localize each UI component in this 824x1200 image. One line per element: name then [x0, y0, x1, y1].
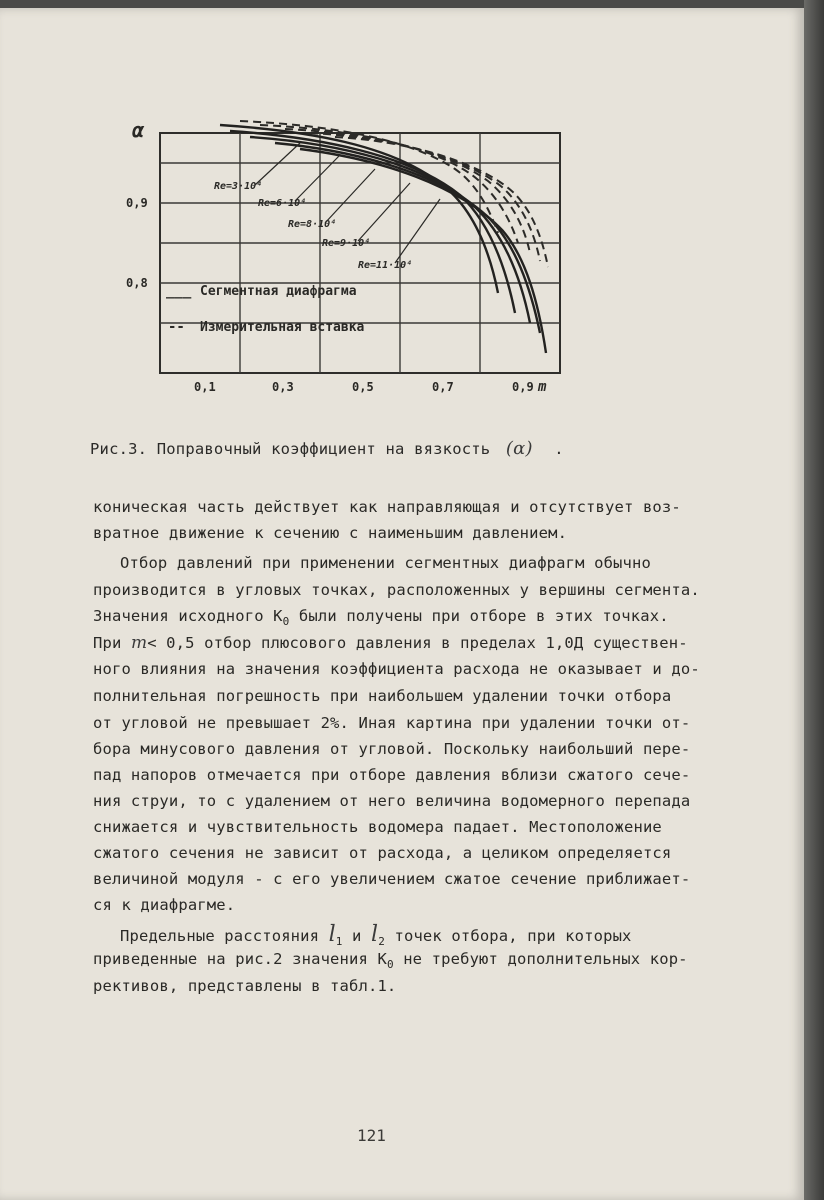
body-text	[0, 8, 804, 1200]
text-line: Отбор давлений при применении сегментных диафрагм обычно	[120, 554, 651, 572]
text-line	[93, 633, 688, 653]
l1-subscript: 1	[335, 935, 343, 948]
text-fragment: и	[342, 927, 372, 945]
curve-label: Re=8·10⁴	[288, 219, 337, 230]
page-number: 121	[357, 1126, 386, 1145]
book-page	[0, 8, 804, 1200]
y-tick-label: 0,8	[126, 276, 148, 290]
x-tick-label: 0,3	[272, 380, 294, 394]
curve-label: Re=11·10⁴	[358, 260, 413, 271]
text-line: ния струи, то с удалением от него величина водомерного перепада	[93, 792, 691, 810]
text-line: вратное движение к сечению с наименьшим давлением.	[93, 524, 568, 542]
y-tick-label: 0,9	[126, 196, 148, 210]
text-line: рективов, представлены в табл.1.	[93, 977, 397, 995]
k0-subscript: 0	[386, 958, 394, 971]
x-tick-label: 0,9	[512, 380, 534, 394]
text-line: производится в угловых точках, расположенных у вершины сегмента.	[93, 581, 700, 599]
caption-alpha-symbol: (α)	[505, 438, 533, 459]
l2-subscript: 2	[378, 935, 385, 948]
text-fragment: не требуют дополнительных кор-	[393, 950, 688, 968]
legend-text-solid: Сегментная диафрагма	[200, 284, 357, 299]
text-line	[120, 922, 632, 948]
text-line: коническая часть действует как направляющая и отсутствует воз-	[93, 498, 681, 516]
text-line: сжатого сечения не зависит от расхода, а целиком определяется	[93, 844, 672, 862]
text-fragment: были получены при отборе в этих точках.	[289, 607, 669, 625]
text-fragment: приведенные на рис.2 значения К	[93, 950, 387, 968]
text-fragment: Значения исходного К	[93, 607, 283, 625]
text-line: величиной модуля - с его увеличением сжатое сечение приближает-	[93, 870, 691, 888]
legend-marker-solid: ___	[166, 283, 192, 299]
caption-text: Рис.3. Поправочный коэффициент на вязкость	[90, 440, 491, 458]
x-axis-symbol: m	[538, 379, 547, 395]
text-line: ся к диафрагме.	[93, 896, 236, 914]
text-line: пад напоров отмечается при отборе давления вблизи сжатого сече-	[93, 766, 691, 784]
l2-symbol: l	[371, 922, 379, 947]
text-line: бора минусового давления от угловой. Поскольку наибольший пере-	[93, 740, 691, 758]
x-tick-label: 0,7	[432, 380, 454, 394]
caption-end: .	[554, 440, 564, 458]
l1-symbol: l	[328, 922, 336, 947]
x-tick-label: 0,1	[194, 380, 216, 394]
y-axis-symbol: α	[132, 118, 145, 142]
text-fragment: точек отбора, при которых	[385, 927, 632, 945]
text-fragment: < 0,5 отбор плюсового давления в пределах 1,0Д существен-	[147, 634, 688, 652]
text-line: ного влияния на значения коэффициента расхода не оказывает и до-	[93, 660, 700, 678]
curve-label: Re=3·10⁴	[214, 181, 263, 192]
x-tick-label: 0,5	[352, 380, 374, 394]
curve-label: Re=9·10⁴	[322, 238, 371, 249]
text-line: от угловой не превышает 2%. Иная картина при удалении точки от-	[93, 714, 691, 732]
text-fragment: Предельные расстояния	[120, 927, 329, 945]
legend-text-dashed: Измерительная вставка	[200, 320, 365, 335]
curve-label: Re=6·10⁴	[258, 198, 307, 209]
text-line	[93, 950, 688, 971]
text-fragment: При	[93, 634, 131, 652]
text-line: полнительная погрешность при наибольшем удалении точки отбора	[93, 687, 672, 705]
text-line: снижается и чувствительность водомера падает. Местоположение	[93, 818, 662, 836]
m-symbol: m	[130, 633, 148, 653]
text-line	[93, 607, 669, 628]
k0-subscript: 0	[282, 615, 290, 628]
book-binding-edge	[804, 0, 824, 1200]
legend-marker-dashed: --	[168, 319, 185, 335]
